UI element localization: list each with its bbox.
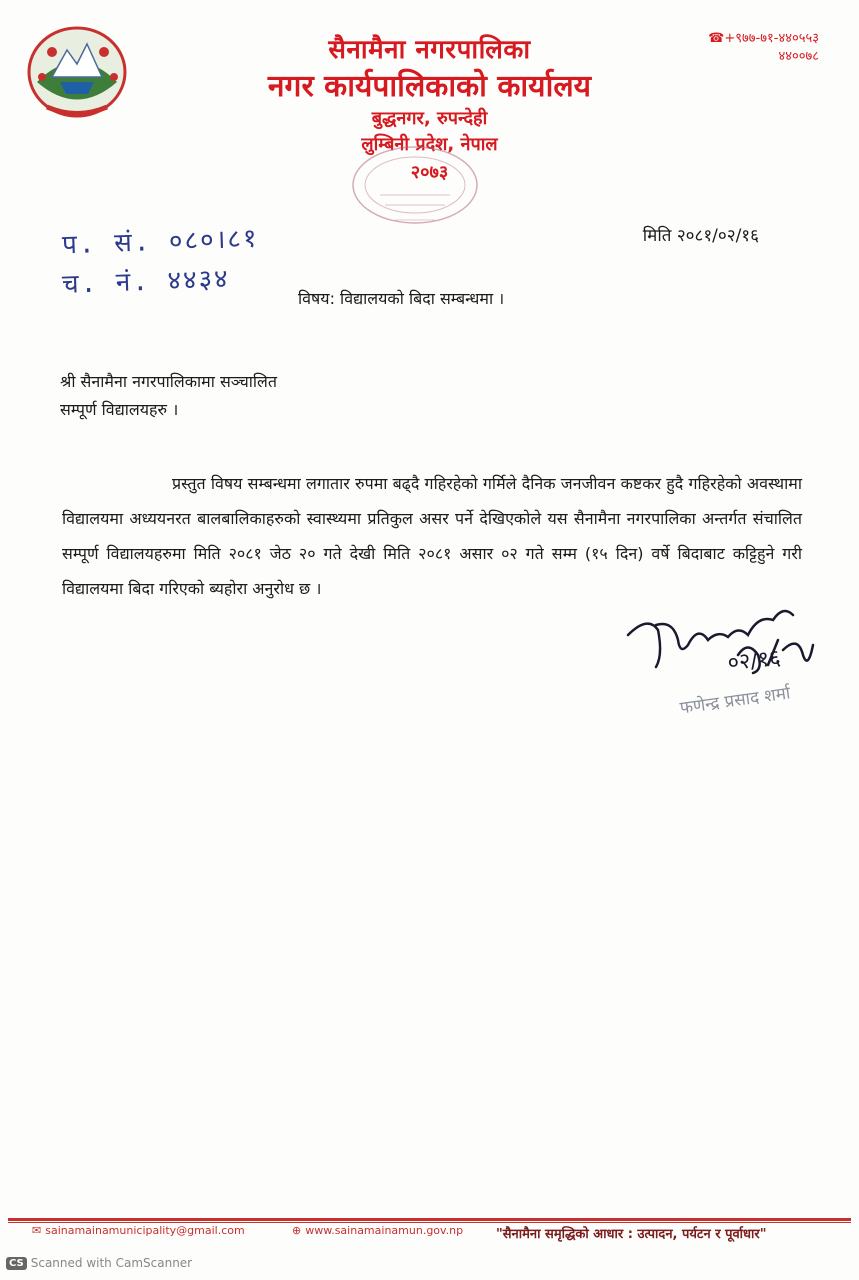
email-icon: ✉ [32, 1224, 42, 1237]
letter-subject: विषय: विद्यालयको बिदा सम्बन्धमा । [298, 289, 505, 308]
municipality-name: सैनामैना नगरपालिका [328, 35, 531, 65]
addressee-block [60, 368, 277, 424]
phone-number-2: ४४००७८ [778, 49, 819, 64]
address-line-1: बुद्धनगर, रुपन्देही [371, 108, 488, 129]
camscanner-watermark [6, 1256, 192, 1270]
addressee-line-2: सम्पूर्ण विद्यालयहरु । [60, 400, 179, 419]
address-line-2: लुम्बिनी प्रदेश, नेपाल [361, 134, 498, 155]
camscanner-text: Scanned with CamScanner [30, 1256, 193, 1270]
letter-date: मिति २०८१/०२/१६ [642, 226, 759, 246]
camscanner-logo-icon: CS [6, 1257, 27, 1270]
footer-email[interactable] [32, 1224, 245, 1237]
footer-website-text: www.sainamainamun.gov.np [305, 1224, 464, 1237]
phone-numbers [708, 30, 819, 66]
footer-email-text: sainamainamunicipality@gmail.com [45, 1224, 245, 1237]
office-name: नगर कार्यपालिकाको कार्यालय [267, 69, 592, 104]
letter-number: प. सं. ०८०।८१ [61, 223, 259, 261]
letter-body: प्रस्तुत विषय सम्बन्धमा लगातार रुपमा बढ्दै गहिरहेको गर्मिले दैनिक जनजीवन कष्टकर हुदै गहिरहेको अवस्थामा विद्यालयमा अध्ययनरत बालबालिकाहरुको स्वास्थ्यमा प्रतिकुल असर पर्ने देखिएकोले यस सैनामैना नगरपालिका अन्तर्गत संचालित सम्पूर्ण विद्यालयहरुमा मिति २०८१ जेठ २० गते देखी मिति २०८१ असार ०२ गते सम्म (१५ दिन) वर्षे बिदाबाट कट्टिहुने गरी विद्यालयमा बिदा गरिएको ब्यहोरा अनुरोध छ । [62, 474, 802, 598]
svg-text:फणेन्द्र प्रसाद शर्मा [679, 682, 793, 718]
dispatch-number: च. नं. ४४३४ [61, 264, 231, 300]
established-year: २०७३ [410, 162, 449, 183]
handwritten-signature [618, 595, 838, 725]
footer-divider [8, 1218, 851, 1221]
svg-text:०२/१६ [726, 646, 782, 676]
footer-website[interactable] [292, 1224, 463, 1237]
footer-slogan: "सैनामैना समृद्धिको आधार : उत्पादन, पर्यटन र पूर्वाधार" [496, 1227, 767, 1242]
signer-name: फणेन्द्र प्रसाद शर्मा [678, 683, 792, 719]
phone-number-1: ☎+९७७-७१-४४०५५३ [708, 31, 819, 46]
signature-date: ०२/१६ [726, 645, 782, 677]
office-stamp [340, 140, 490, 240]
globe-icon: ⊕ [292, 1224, 302, 1237]
footer-divider-thin [8, 1222, 851, 1223]
addressee-line-1: श्री सैनामैना नगरपालिकामा सञ्चालित [60, 372, 277, 391]
